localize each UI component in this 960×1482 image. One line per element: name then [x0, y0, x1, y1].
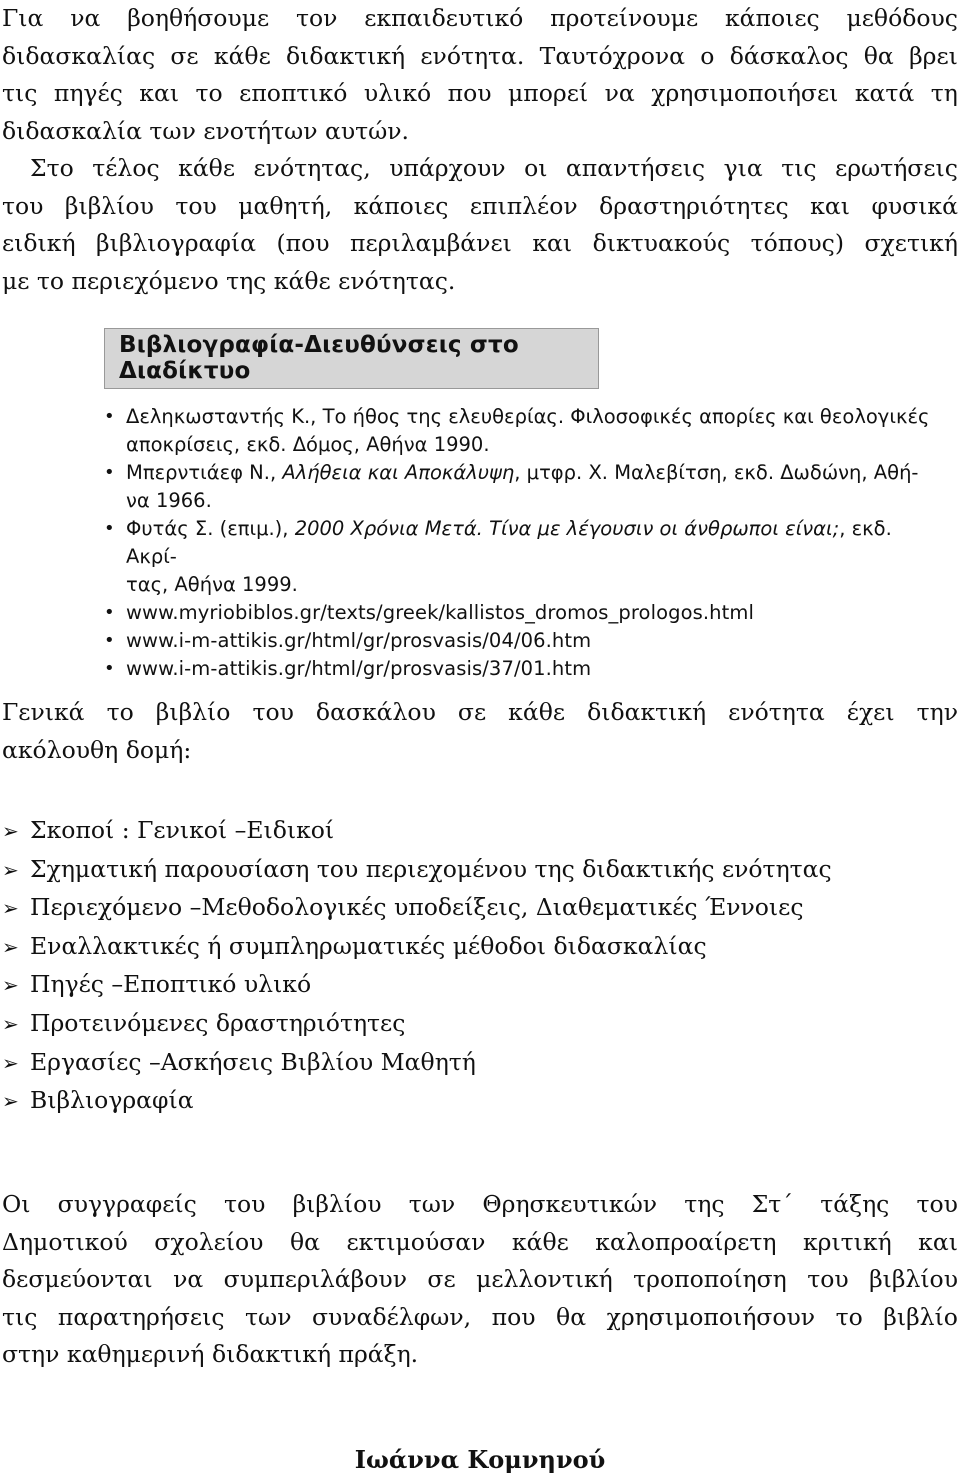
bullet-icon: •	[104, 602, 115, 623]
word: υλικό	[363, 79, 432, 107]
bibliography-list	[104, 403, 930, 683]
word: φυσικά	[871, 191, 958, 220]
structure-item: ➢ Εναλλακτικές ή συμπληρωματικές μέθοδοι διδασκαλίας	[2, 928, 832, 967]
word: που	[491, 1302, 536, 1331]
word: και	[918, 1227, 958, 1256]
word: συναδέλφων,	[312, 1302, 472, 1331]
text-line: στην καθημερινή διδακτική πράξη.	[2, 1340, 419, 1368]
text-line	[2, 694, 958, 732]
word: θα	[556, 1302, 587, 1331]
word: κατά	[854, 79, 915, 107]
word: μαθητή,	[238, 191, 333, 220]
word: εποπτικό	[239, 79, 348, 107]
word: και	[139, 79, 180, 107]
arrow-bullet-icon: ➢	[2, 819, 19, 843]
word: Οι	[2, 1190, 31, 1218]
structure-item: ➢ Εργασίες –Ασκήσεις Βιβλίου Μαθητή	[2, 1044, 832, 1083]
closing-paragraph	[2, 1186, 958, 1374]
word: διδασκαλίας	[2, 41, 156, 70]
word: χρησιμοποιήσουν	[606, 1302, 816, 1331]
word: δάσκαλος	[729, 41, 849, 70]
word: σχολείου	[154, 1227, 264, 1256]
word: και	[532, 229, 573, 257]
word: του	[252, 698, 294, 726]
word: να	[70, 4, 101, 32]
text-line	[2, 1299, 958, 1337]
structure-item: ➢ Προτεινόμενες δραστηριότητες	[2, 1005, 832, 1044]
word: επιπλέον	[469, 191, 578, 220]
bullet-icon: •	[104, 406, 115, 427]
word: συγγραφείς	[57, 1190, 197, 1218]
arrow-bullet-icon: ➢	[2, 1089, 19, 1114]
word: πηγές	[53, 79, 123, 107]
structure-paragraph	[2, 694, 958, 769]
structure-item: ➢ Πηγές –Εποπτικό υλικό	[2, 966, 832, 1005]
arrow-bullet-icon: ➢	[2, 857, 19, 882]
word: την	[916, 698, 958, 726]
word: το	[195, 79, 223, 107]
word: κάθε	[511, 1227, 569, 1256]
bibliography-item: • Δεληκωσταντής Κ., Το ήθος της ελευθερίας. Φιλοσοφικές απορίες και θεολογικές αποκρίσεις, εκδ. Δόμος, Αθήνα 1990.	[104, 405, 930, 456]
word: Θρησκευτικών	[482, 1190, 658, 1218]
word: του	[223, 1190, 266, 1218]
word: υπάρχουν	[389, 154, 506, 182]
bullet-icon: •	[104, 462, 115, 483]
text-line	[2, 188, 958, 226]
word: για	[723, 154, 763, 182]
word: έχει	[846, 698, 895, 726]
arrow-bullet-icon: ➢	[2, 934, 19, 959]
word: μπορεί	[508, 79, 589, 107]
word: τροποποίηση	[633, 1265, 787, 1293]
word: συμπεριλάβουν	[223, 1265, 407, 1293]
bibliography-title: Βιβλιογραφία-Διευθύνσεις στο Διαδίκτυο	[104, 328, 599, 389]
word: καλοπροαίρετη	[595, 1227, 777, 1256]
bibliography-url-item	[104, 627, 930, 655]
word: χρησιμοποιήσει	[651, 79, 839, 107]
text-line	[2, 0, 958, 38]
word: της	[684, 1190, 725, 1218]
word: σχετική	[864, 229, 958, 257]
word: εκπαιδευτικό	[364, 4, 524, 32]
bibliography-item: • Φυτάς Σ. (επιμ.), 2000 Χρόνια Μετά. Τίνα με λέγουσιν οι άνθρωποι είναι;, εκδ. Ακρί- τας, Αθήνα 1999.	[104, 517, 892, 596]
word: δασκάλου	[315, 698, 436, 726]
word: απαντήσεις	[565, 154, 706, 182]
bibliography-url[interactable]: www.i-m-attikis.gr/html/gr/prosvasis/37/01.htm	[126, 657, 592, 680]
word: δραστηριότητες	[599, 191, 789, 220]
word: Για	[2, 4, 44, 32]
word: προτείνουμε	[550, 4, 699, 32]
author-signature: Ιωάννα Κομνηνού	[354, 1445, 606, 1474]
word: του	[2, 191, 44, 220]
word: περιλαμβάνει	[350, 229, 512, 257]
word: τον	[296, 4, 338, 32]
word: μεθόδους	[846, 4, 958, 32]
bibliography-item: • Μπερντιάεφ Ν., Αλήθεια και Αποκάλυψη, μτφρ. Χ. Μαλεβίτση, εκδ. Δωδώνη, Αθή- να 1966.	[104, 461, 919, 512]
bibliography-url[interactable]: www.myriobiblos.gr/texts/greek/kallistos_dromos_prologos.html	[126, 601, 754, 624]
word: σε	[427, 1265, 456, 1293]
arrow-bullet-icon: ➢	[2, 1011, 19, 1036]
word: το	[835, 1302, 863, 1331]
bullet-icon: •	[104, 658, 115, 679]
arrow-bullet-icon: ➢	[2, 896, 19, 921]
word: των	[245, 1302, 292, 1331]
word: να	[604, 79, 635, 107]
structure-item: ➢ Βιβλιογραφία	[2, 1082, 832, 1121]
word: τις	[2, 1302, 38, 1331]
word: ενότητας,	[253, 154, 371, 182]
word: (που	[276, 229, 330, 257]
word: δικτυακούς	[592, 229, 731, 257]
word: του	[175, 191, 217, 220]
word: των	[408, 1190, 456, 1218]
word: και	[810, 191, 850, 220]
word: βιβλίου	[292, 1190, 382, 1218]
structure-item: ➢ Περιεχόμενο –Μεθοδολογικές υποδείξεις, Διαθεματικές Έννοιες	[2, 889, 832, 928]
text-line	[2, 38, 958, 76]
word: οι	[524, 154, 548, 182]
word: ενότητα.	[420, 41, 525, 70]
word: εκτιμούσαν	[346, 1227, 486, 1256]
text-line: διδασκαλία των ενοτήτων αυτών.	[2, 116, 410, 145]
word: ειδική	[2, 229, 76, 257]
text-line	[2, 225, 958, 263]
word: του	[807, 1265, 849, 1293]
word: ο	[700, 41, 715, 70]
text-line	[2, 1224, 958, 1262]
word: που	[447, 79, 492, 107]
word: κάθε	[213, 41, 271, 70]
text-line	[2, 1261, 958, 1299]
word: το	[106, 698, 134, 726]
text-line	[2, 1186, 958, 1224]
word: τόπους)	[750, 229, 844, 257]
word: Στο	[30, 154, 74, 182]
word: βρει	[909, 41, 958, 70]
word: θα	[289, 1227, 320, 1256]
bullet-icon: •	[104, 518, 115, 539]
word: βοηθήσουμε	[127, 4, 270, 32]
word: κάποιες	[724, 4, 820, 32]
text-line: με το περιεχόμενο της κάθε ενότητας.	[2, 266, 456, 295]
word: βιβλίο	[883, 1302, 958, 1331]
word: βιβλίο	[155, 698, 231, 726]
word: μελλοντική	[476, 1265, 613, 1293]
word: διδακτική	[286, 41, 406, 70]
structure-list	[2, 812, 832, 1121]
word: θα	[863, 41, 894, 70]
word: βιβλίου	[869, 1265, 958, 1293]
word: του	[916, 1190, 958, 1218]
bibliography-url-item	[104, 599, 930, 627]
bibliography-box	[104, 328, 930, 683]
word: σε	[457, 698, 487, 726]
text-line: ακόλουθη δομή:	[2, 735, 192, 764]
word: κριτική	[802, 1227, 892, 1256]
structure-item: ➢ Σκοποί : Γενικοί –Ειδικοί	[2, 812, 832, 851]
text-line	[2, 150, 958, 188]
word: τέλος	[92, 154, 160, 182]
word: ερωτήσεις	[835, 154, 958, 182]
word: Γενικά	[2, 698, 85, 726]
word: κάθε	[508, 698, 566, 726]
word: τις	[781, 154, 817, 182]
word: ενότητα	[728, 698, 825, 726]
bibliography-url[interactable]: www.i-m-attikis.gr/html/gr/prosvasis/04/06.htm	[126, 629, 592, 652]
word: κάθε	[178, 154, 236, 182]
bullet-icon: •	[104, 630, 115, 651]
word: δεσμεύονται	[2, 1265, 153, 1293]
intro-paragraph	[2, 0, 958, 300]
word: τις	[2, 79, 38, 107]
structure-item: ➢ Σχηματική παρουσίαση του περιεχομένου της διδακτικής ενότητας	[2, 851, 832, 890]
word: Δημοτικού	[2, 1227, 128, 1256]
word: βιβλιογραφία	[96, 229, 256, 257]
word: τη	[930, 79, 958, 107]
arrow-bullet-icon: ➢	[2, 973, 19, 998]
word: τάξης	[820, 1190, 890, 1218]
word: να	[173, 1265, 204, 1293]
word: παρατηρήσεις	[57, 1302, 225, 1331]
arrow-bullet-icon: ➢	[2, 1050, 19, 1075]
word: Στ΄	[751, 1190, 794, 1218]
word: Ταυτόχρονα	[539, 41, 685, 70]
word: σε	[170, 41, 199, 70]
word: διδακτική	[587, 698, 707, 726]
word: βιβλίου	[64, 191, 154, 220]
text-line	[2, 75, 958, 113]
word: κάποιες	[353, 191, 449, 220]
bibliography-url-item	[104, 655, 930, 683]
